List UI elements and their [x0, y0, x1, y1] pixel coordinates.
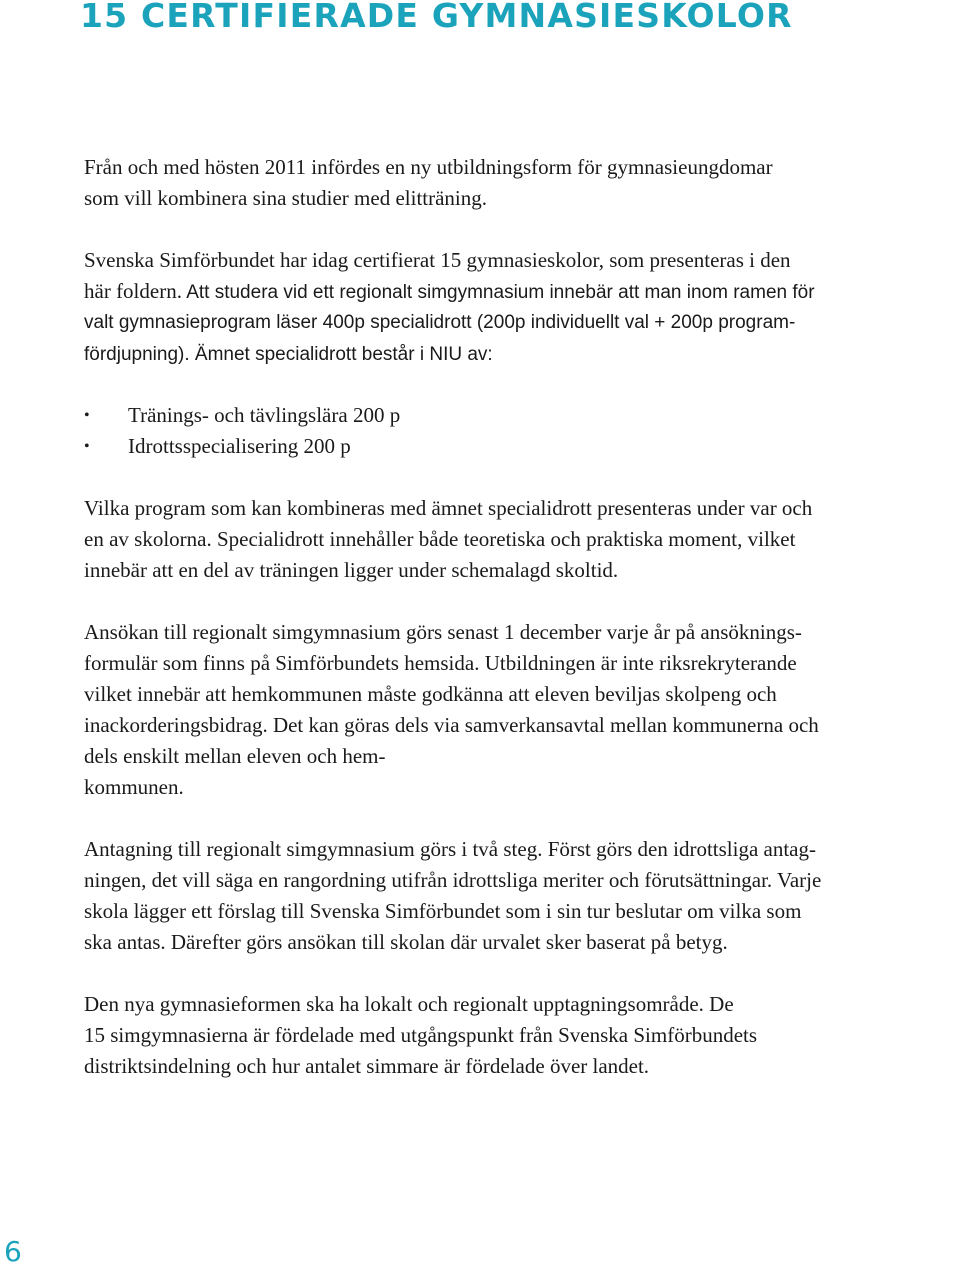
paragraph-gap — [84, 958, 914, 989]
paragraph-line: innebär att en del av träningen ligger under schemalagd skoltid. — [84, 558, 619, 582]
paragraph-line: kommunen. — [84, 775, 184, 799]
paragraph-line: distriktsindelning och hur antalet simmare är fördelade över landet. — [84, 1054, 650, 1078]
paragraph-gap — [84, 803, 914, 834]
list-item: • Idrottsspecialisering 200 p — [84, 431, 914, 462]
paragraph-line: Från och med hösten 2011 infördes en ny utbildningsform för gymnasieungdomar — [84, 155, 773, 179]
paragraph-line: vilket innebär att hemkommunen måste godkänna att eleven beviljas skolpeng och — [84, 682, 777, 706]
paragraph-line: ningen, det vill säga en rangordning utifrån idrottsliga meriter och förutsättningar. Varje — [84, 868, 822, 892]
text-run: Ämnet specialidrott består i NIU av: — [189, 344, 493, 365]
paragraph-line: inackorderingsbidrag. Det kan göras dels via samverkansavtal mellan kommunerna och — [84, 713, 819, 737]
paragraph-line: skola lägger ett förslag till Svenska Simförbundet som i sin tur beslutar om vilka som — [84, 899, 802, 923]
page-title: 15 CERTIFIERADE GYMNASIESKOLOR — [80, 0, 793, 35]
page-number: 6 — [4, 1235, 22, 1268]
paragraph-line: Antagning till regionalt simgymnasium görs i två steg. Först görs den idrottsliga antag- — [84, 837, 816, 861]
paragraph-gap — [84, 214, 914, 245]
body-text — [84, 152, 914, 1082]
paragraph-gap — [84, 586, 914, 617]
text-run: fördjupning). — [84, 344, 190, 365]
paragraph-line — [84, 338, 914, 369]
paragraph-line: en av skolorna. Specialidrott innehåller både teoretiska och praktiska moment, vilket — [84, 527, 796, 551]
bullet-list — [84, 400, 914, 462]
paragraph-line: valt gymnasieprogram läser 400p specialidrott (200p individuellt val + 200p program- — [84, 312, 796, 333]
paragraph-line: dels enskilt mellan eleven och hem- — [84, 744, 386, 768]
paragraph-line: Ansökan till regionalt simgymnasium görs senast 1 december varje år på ansöknings- — [84, 620, 802, 644]
paragraph-line: Den nya gymnasieformen ska ha lokalt och regionalt upptagningsområde. De — [84, 992, 734, 1016]
paragraph-line: ska antas. Därefter görs ansökan till skolan där urvalet sker baserat på betyg. — [84, 930, 728, 954]
paragraph-line: Svenska Simförbundet har idag certifierat 15 gymnasieskolor, som presenteras i den — [84, 248, 791, 272]
paragraph-gap — [84, 369, 914, 400]
paragraph-line — [84, 276, 914, 307]
paragraph-line: formulär som finns på Simförbundets hemsida. Utbildningen är inte riksrekryterande — [84, 651, 797, 675]
paragraph-line: som vill kombinera sina studier med elitträning. — [84, 186, 488, 210]
text-run: här foldern. — [84, 279, 182, 303]
paragraph-line: 15 simgymnasierna är fördelade med utgångspunkt från Svenska Simförbundets — [84, 1023, 758, 1047]
paragraph-line: Vilka program som kan kombineras med ämnet specialidrott presenteras under var och — [84, 496, 813, 520]
list-item: • Tränings- och tävlingslära 200 p — [84, 400, 914, 431]
text-run: Att studera vid ett regionalt simgymnasium innebär att man inom ramen för — [181, 282, 815, 303]
paragraph-gap — [84, 462, 914, 493]
